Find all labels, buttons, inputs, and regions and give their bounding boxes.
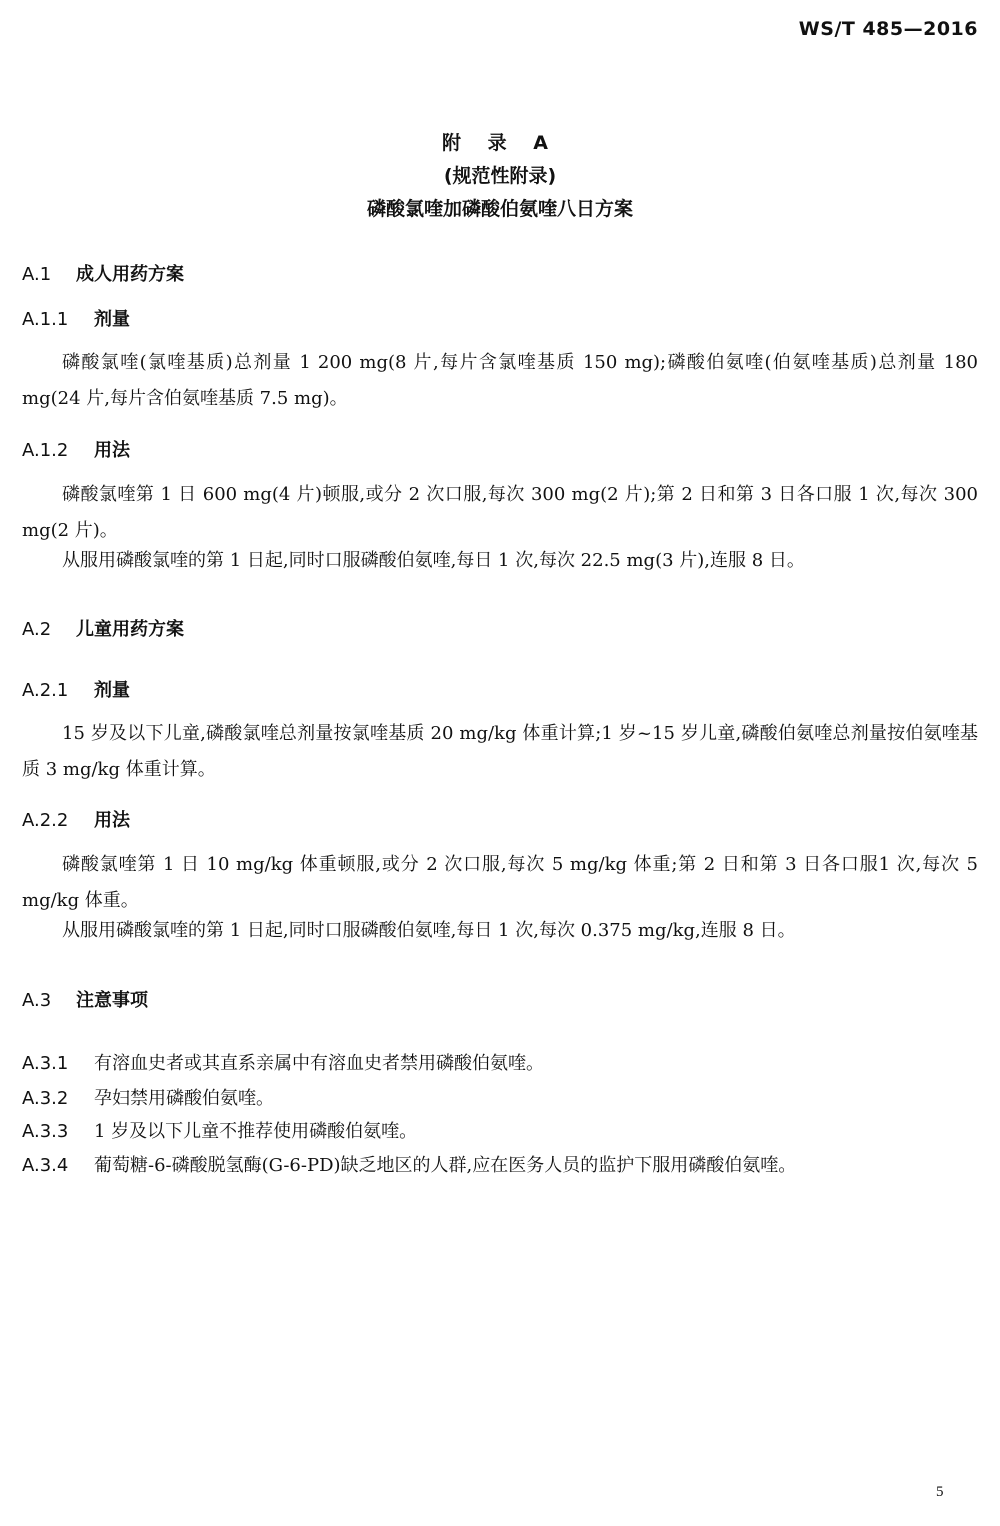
- section-title: 儿童用药方案: [76, 619, 184, 640]
- note-number: A.3.2: [22, 1088, 69, 1109]
- section-a2-2-heading: [22, 806, 130, 832]
- note-a3-4: [22, 1151, 796, 1177]
- appendix-title: 附 录 A: [442, 132, 558, 154]
- section-title: 用法: [94, 440, 130, 461]
- section-title: 注意事项: [76, 990, 148, 1011]
- appendix-name: 磷酸氯喹加磷酸伯氨喹八日方案: [366, 198, 633, 220]
- appendix-type: (规范性附录): [443, 165, 557, 187]
- note-text: 孕妇禁用磷酸伯氨喹。: [94, 1088, 274, 1109]
- section-a1-heading: [22, 260, 184, 286]
- section-number: A.1.2: [22, 440, 69, 461]
- paragraph-a1-2-2: 从服用磷酸氯喹的第 1 日起,同时口服磷酸伯氨喹,每日 1 次,每次 22.5 mg(3 片),连服 8 日。: [62, 550, 805, 571]
- note-a3-3: [22, 1117, 417, 1143]
- page-number: 5: [936, 1484, 944, 1500]
- section-title: 成人用药方案: [76, 264, 184, 285]
- section-a2-1-heading: [22, 676, 130, 702]
- section-number: A.3: [22, 990, 52, 1011]
- paragraph-a2-1: 15 岁及以下儿童,磷酸氯喹总剂量按氯喹基质 20 mg/kg 体重计算;1 岁~15 岁儿童,磷酸伯氨喹总剂量按伯氨喹基质 3 mg/kg 体重计算。: [22, 723, 978, 780]
- section-number: A.2.1: [22, 680, 69, 701]
- note-number: A.3.1: [22, 1053, 69, 1074]
- paragraph-a2-2-1: 磷酸氯喹第 1 日 10 mg/kg 体重顿服,或分 2 次口服,每次 5 mg/kg 体重;第 2 日和第 3 日各口服1 次,每次 5 mg/kg 体重。: [22, 854, 978, 911]
- paragraph-a1-1: 磷酸氯喹(氯喹基质)总剂量 1 200 mg(8 片,每片含氯喹基质 150 mg);磷酸伯氨喹(伯氨喹基质)总剂量 180 mg(24 片,每片含伯氨喹基质 7.5 mg)。: [22, 352, 978, 409]
- note-a3-1: [22, 1049, 544, 1075]
- section-title: 用法: [94, 810, 130, 831]
- section-number: A.2: [22, 619, 52, 640]
- note-text: 有溶血史者或其直系亲属中有溶血史者禁用磷酸伯氨喹。: [94, 1053, 544, 1074]
- section-title: 剂量: [94, 680, 130, 701]
- section-number: A.2.2: [22, 810, 69, 831]
- section-a1-2-heading: [22, 436, 130, 462]
- note-text: 葡萄糖-6-磷酸脱氢酶(G-6-PD)缺乏地区的人群,应在医务人员的监护下服用磷酸伯氨喹。: [94, 1155, 797, 1176]
- section-number: A.1.1: [22, 309, 69, 330]
- section-title: 剂量: [94, 309, 130, 330]
- section-a1-1-heading: [22, 305, 130, 331]
- note-number: A.3.4: [22, 1155, 69, 1176]
- note-a3-2: [22, 1084, 274, 1110]
- section-a2-heading: [22, 615, 184, 641]
- note-text: 1 岁及以下儿童不推荐使用磷酸伯氨喹。: [94, 1121, 418, 1142]
- section-a3-heading: [22, 986, 148, 1012]
- paragraph-a1-2-1: 磷酸氯喹第 1 日 600 mg(4 片)顿服,或分 2 次口服,每次 300 mg(2 片);第 2 日和第 3 日各口服 1 次,每次 300 mg(2 片)。: [22, 484, 978, 541]
- paragraph-a2-2-2: 从服用磷酸氯喹的第 1 日起,同时口服磷酸伯氨喹,每日 1 次,每次 0.375 mg/kg,连服 8 日。: [62, 920, 796, 941]
- standard-code: WS/T 485—2016: [798, 18, 978, 40]
- section-number: A.1: [22, 264, 52, 285]
- note-number: A.3.3: [22, 1121, 69, 1142]
